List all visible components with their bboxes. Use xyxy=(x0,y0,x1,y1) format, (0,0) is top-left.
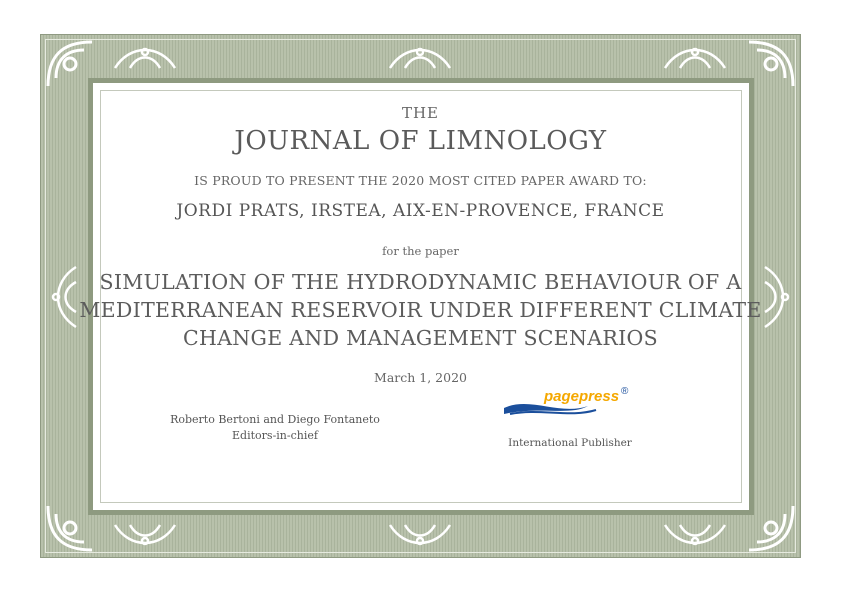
corner-ornament-bottom-right xyxy=(739,496,799,556)
edge-ornament-top-center xyxy=(385,42,455,74)
for-the-paper: for the paper xyxy=(382,244,459,258)
edge-ornament-top-right xyxy=(660,42,730,74)
pagepress-logo xyxy=(500,386,640,422)
paper-title-line: MEDITERRANEAN RESERVOIR UNDER DIFFERENT CLIMATE xyxy=(79,298,762,322)
edge-ornament-bottom-center xyxy=(385,519,455,551)
recipient-name: JORDI PRATS, IRSTEA, AIX-EN-PROVENCE, FRANCE xyxy=(176,201,665,221)
heading-the: THE xyxy=(401,104,440,122)
award-statement: IS PROUD TO PRESENT THE 2020 MOST CITED PAPER AWARD TO: xyxy=(194,173,647,188)
editor-names: Roberto Bertoni and Diego Fontaneto xyxy=(170,413,380,426)
editor-role: Editors-in-chief xyxy=(232,429,318,442)
corner-ornament-top-right xyxy=(739,36,799,96)
edge-ornament-top-left xyxy=(110,42,180,74)
registered-mark: ® xyxy=(621,386,629,397)
paper-title-line: SIMULATION OF THE HYDRODYNAMIC BEHAVIOUR OF A xyxy=(99,270,742,294)
corner-ornament-bottom-left xyxy=(42,496,102,556)
publisher-tagline: International Publisher xyxy=(508,437,632,449)
corner-ornament-top-left xyxy=(42,36,102,96)
paper-title xyxy=(0,268,841,352)
journal-title: JOURNAL OF LIMNOLOGY xyxy=(234,126,607,156)
paper-title-line: CHANGE AND MANAGEMENT SCENARIOS xyxy=(183,326,658,350)
editors-signature xyxy=(160,412,390,444)
logo-text: pagepress xyxy=(544,388,620,405)
award-date: March 1, 2020 xyxy=(374,370,467,385)
edge-ornament-bottom-left xyxy=(110,519,180,551)
edge-ornament-bottom-right xyxy=(660,519,730,551)
